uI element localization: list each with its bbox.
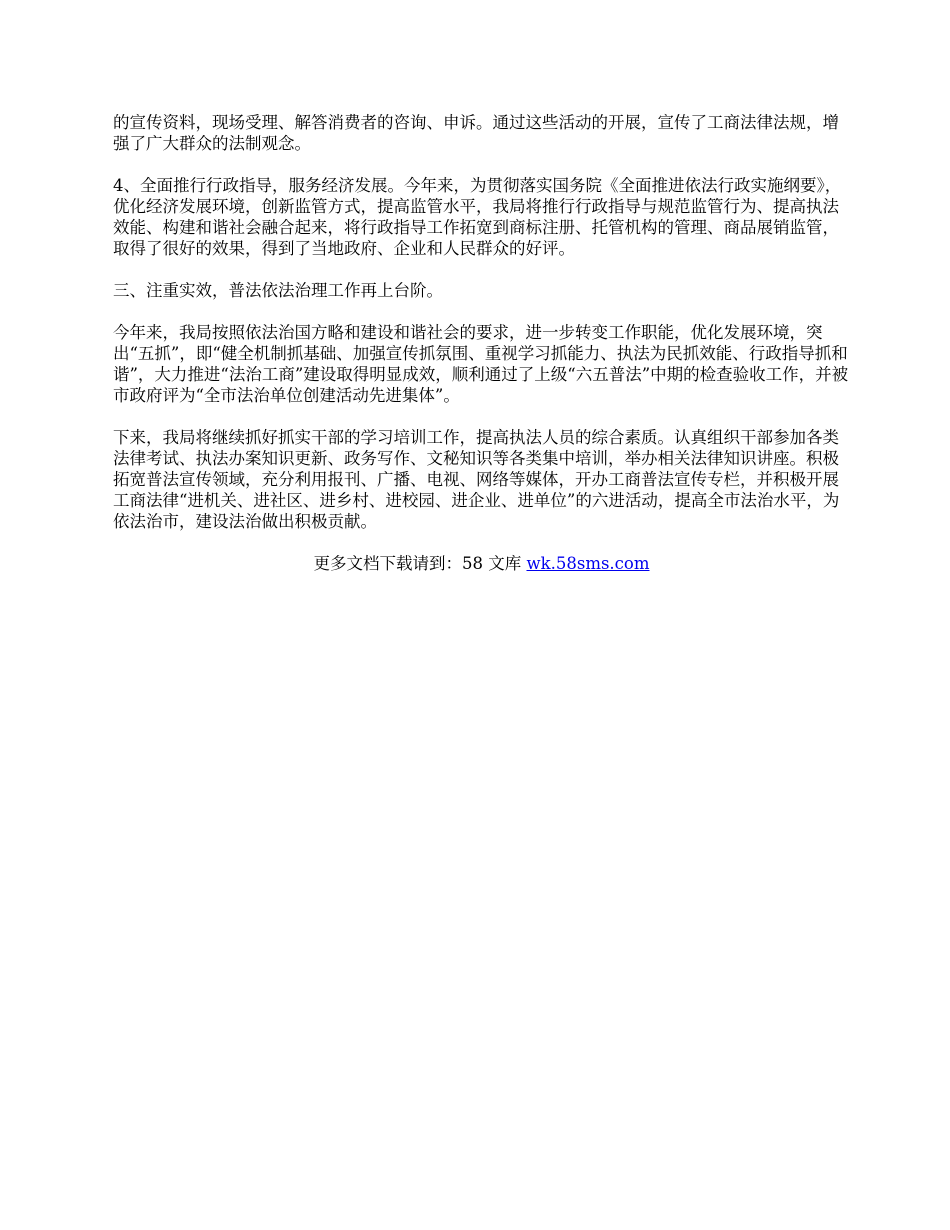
download-footer xyxy=(113,553,850,574)
paragraph-4: 今年来，我局按照依法治国方略和建设和谐社会的要求，进一步转变工作职能，优化发展环境，突出“五抓”，即“健全机制抓基础、加强宣传抓氛围、重视学习抓能力、执法为民抓效能、行政指导抓和谐”，大力推进“法治工商”建设取得明显成效，顺利通过了上级“六五普法”中期的检查验收工作，并被市政府评为“全市法治单位创建活动先进集体”。 xyxy=(113,323,849,405)
paragraph-2: 4、全面推行行政指导，服务经济发展。今年来，为贯彻落实国务院《全面推进依法行政实施纲要》，优化经济发展环境，创新监管方式，提高监管水平，我局将推行行政指导与规范监管行为、提高执法效能、构建和谐社会融合起来，将行政指导工作拓宽到商标注册、托管机构的管理、商品展销监管，取得了很好的效果，得到了当地政府、企业和人民群众的好评。 xyxy=(113,176,842,258)
document-page xyxy=(113,112,850,574)
paragraph-5: 下来，我局将继续抓好抓实干部的学习培训工作，提高执法人员的综合素质。认真组织干部参加各类法律考试、执法办案知识更新、政务写作、文秘知识等各类集中培训，举办相关法律知识讲座。积极拓宽普法宣传领域，充分利用报刊、广播、电视、网络等媒体，开办工商普法宣传专栏，并积极开展工商法律“进机关、进社区、进乡村、进校园、进企业、进单位”的六进活动，提高全市法治水平，为依法治市，建设法治做出积极贡献。 xyxy=(113,428,840,531)
paragraph-3-heading: 三、注重实效，普法依法治理工作再上台阶。 xyxy=(113,281,443,300)
paragraph-1: 的宣传资料，现场受理、解答消费者的咨询、申诉。通过这些活动的开展，宣传了工商法律法规，增强了广大群众的法制观念。 xyxy=(113,113,839,153)
download-link[interactable]: wk.58sms.com xyxy=(526,554,650,573)
footer-prefix-text: 更多文档下载请到：58 文库 xyxy=(313,554,527,573)
